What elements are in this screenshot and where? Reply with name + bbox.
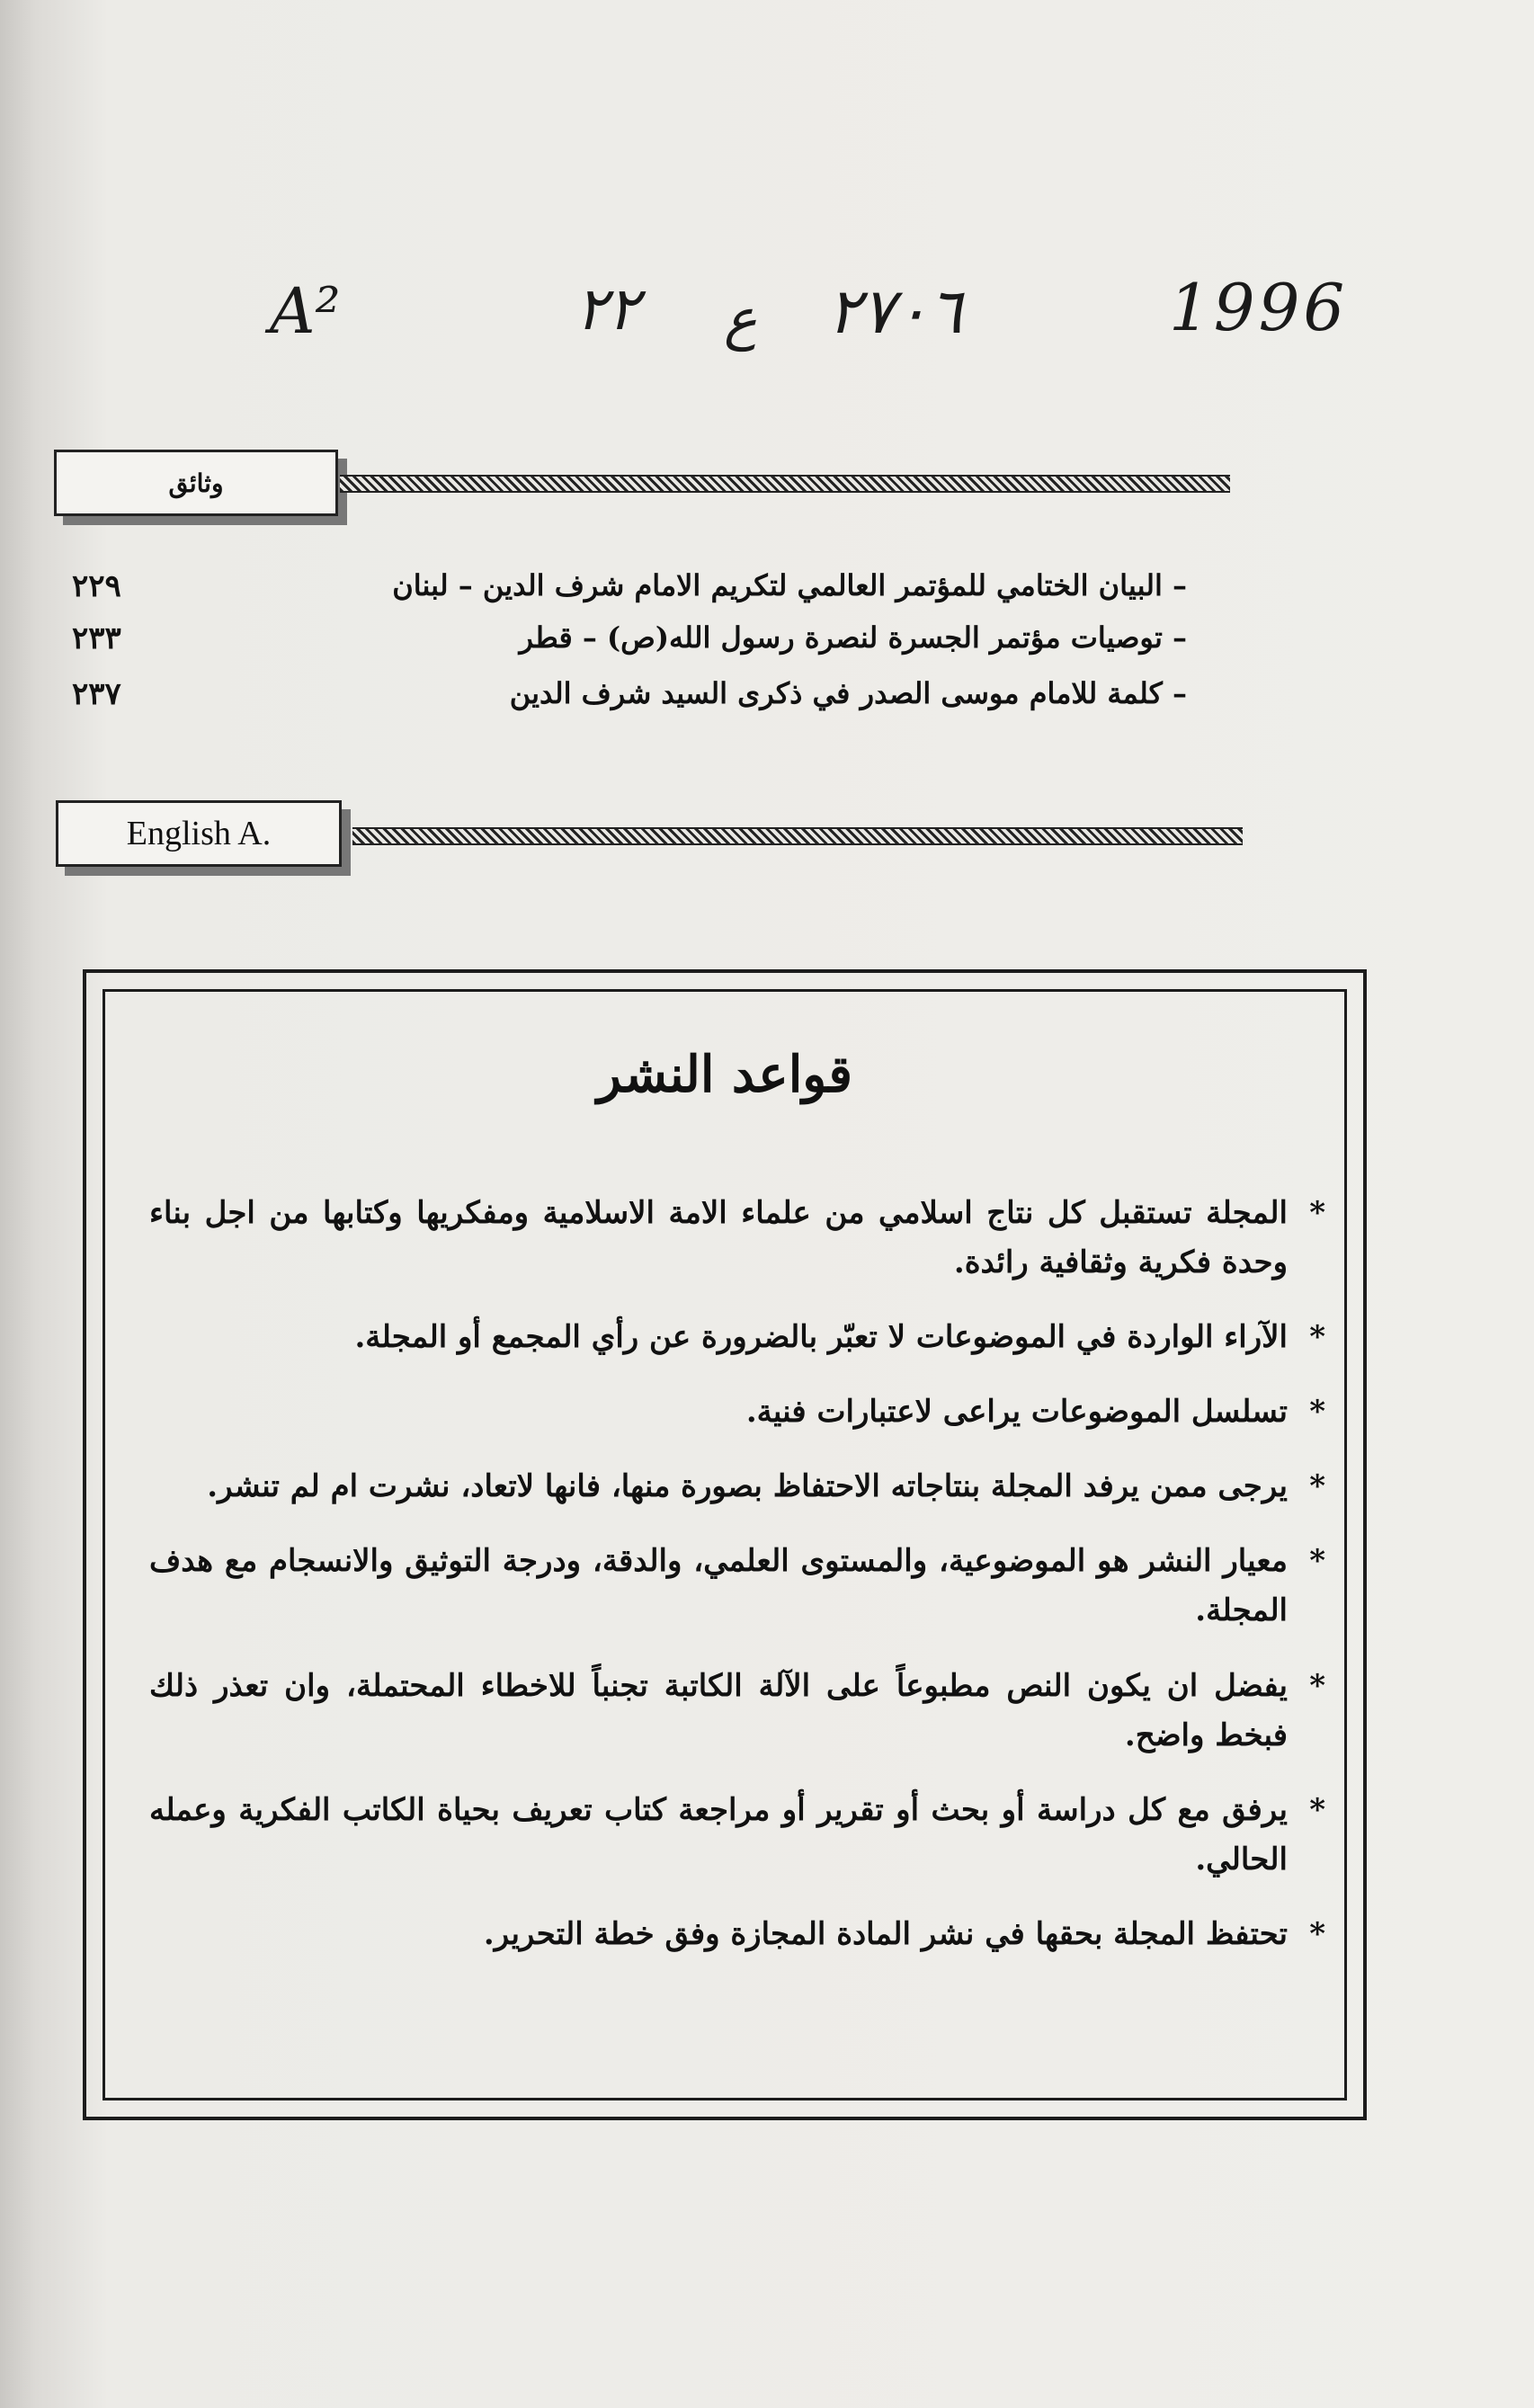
toc-entry-title: – كلمة للامام موسى الصدر في ذكرى السيد شرف الدين — [509, 676, 1187, 710]
toc-entry[interactable] — [72, 620, 1187, 674]
toc-entry[interactable] — [72, 676, 1187, 730]
rule-item — [149, 1313, 1325, 1362]
bullet-asterisk: * — [1309, 1468, 1325, 1505]
rule-item — [149, 1462, 1325, 1512]
rule-item — [149, 1537, 1325, 1636]
publishing-rules-list — [149, 1189, 1325, 1984]
rule-item — [149, 1387, 1325, 1437]
rule-text: معيار النشر هو الموضوعية، والمستوى العلمي، والدقة، ودرجة التوثيق والانسجام مع هدف المجلة. — [149, 1543, 1288, 1629]
english-section-title: English A. — [56, 800, 342, 867]
handwritten-number-2: ٢٧٠٦ — [827, 274, 963, 348]
rule-text: تحتفظ المجلة بحقها في نشر المادة المجازة وفق خطة التحرير. — [483, 1915, 1288, 1952]
toc-entry-page: ٢٣٧ — [72, 676, 121, 712]
rule-text: يرفق مع كل دراسة أو بحث أو تقرير أو مراجعة كتاب تعريف بحياة الكاتب الفكرية وعمله الحالي. — [149, 1791, 1288, 1877]
handwritten-year: 1996 — [1169, 270, 1349, 345]
rule-text: المجلة تستقبل كل نتاج اسلامي من علماء الامة الاسلامية ومفكريها وكتابها من اجل بناء وحدة فكرية وثقافية رائدة. — [149, 1195, 1288, 1281]
bullet-asterisk: * — [1309, 1319, 1325, 1356]
rule-text: يفضل ان يكون النص مطبوعاً على الآلة الكاتبة تجنباً للاخطاء المحتملة، وان تعذر ذلك فبخط واضح. — [149, 1667, 1288, 1753]
toc-entry-title: – البيان الختامي للمؤتمر العالمي لتكريم الامام شرف الدين – لبنان — [392, 568, 1187, 602]
rule-text: الآراء الواردة في الموضوعات لا تعبّر بالضرورة عن رأي المجمع أو المجلة. — [354, 1319, 1288, 1356]
toc-entry-page: ٢٢٩ — [72, 568, 121, 604]
publishing-rules-frame — [83, 969, 1367, 2120]
bullet-asterisk: * — [1309, 1667, 1325, 1704]
rule-item — [149, 1786, 1325, 1885]
documents-section-rule — [340, 475, 1230, 493]
handwritten-code: A² — [270, 274, 341, 348]
english-section-rule — [352, 827, 1243, 845]
bullet-asterisk: * — [1309, 1915, 1325, 1952]
documents-section-header — [54, 450, 1187, 518]
bullet-asterisk: * — [1309, 1394, 1325, 1431]
rule-item — [149, 1910, 1325, 1959]
rule-text: يرجى ممن يرفد المجلة بنتاجاته الاحتفاظ بصورة منها، فانها لاتعاد، نشرت ام لم تنشر. — [207, 1468, 1288, 1505]
bullet-asterisk: * — [1309, 1543, 1325, 1580]
documents-section-title: وثائق — [54, 450, 338, 516]
rule-item — [149, 1189, 1325, 1288]
toc-entry-title: – توصيات مؤتمر الجسرة لنصرة رسول الله(ص) – قطر — [519, 620, 1187, 655]
bullet-asterisk: * — [1309, 1195, 1325, 1231]
publishing-rules-title: قواعد النشر — [597, 1045, 852, 1104]
handwritten-number: ٢٢ — [575, 274, 639, 343]
handwritten-letter: ع — [724, 286, 757, 352]
rule-item — [149, 1662, 1325, 1761]
rule-text: تسلسل الموضوعات يراعى لاعتبارات فنية. — [745, 1394, 1288, 1431]
english-section-header — [56, 800, 1189, 869]
toc-entry[interactable] — [72, 568, 1187, 622]
bullet-asterisk: * — [1309, 1791, 1325, 1828]
toc-entry-page: ٢٣٣ — [72, 620, 121, 656]
